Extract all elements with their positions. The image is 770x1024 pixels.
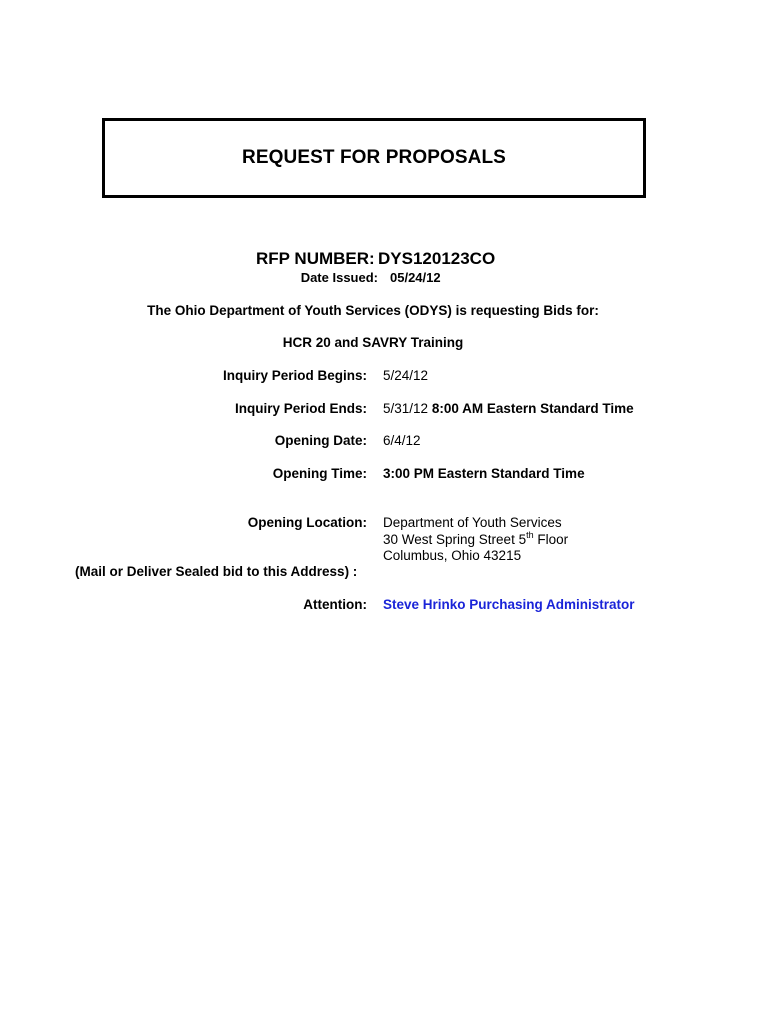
rfp-number-value: DYS120123CO <box>378 249 496 268</box>
inquiry-ends-time: 8:00 AM Eastern Standard Time <box>431 401 634 416</box>
inquiry-ends-label: Inquiry Period Ends: <box>234 401 367 416</box>
mail-note: (Mail or Deliver Sealed bid to this Address) : <box>75 564 358 579</box>
attention-label: Attention: <box>303 597 367 612</box>
inquiry-begins-label: Inquiry Period Begins: <box>222 368 367 383</box>
date-issued-value: 05/24/12 <box>390 270 441 285</box>
project-title: HCR 20 and SAVRY Training <box>282 335 464 350</box>
opening-date-label: Opening Date: <box>274 433 367 448</box>
opening-time-value: 3:00 PM Eastern Standard Time <box>383 466 585 481</box>
location-floor-suffix: th <box>526 530 534 540</box>
location-line-2 <box>383 532 568 547</box>
attention-value: Steve Hrinko Purchasing Administrator <box>383 597 635 612</box>
location-street: 30 West Spring Street 5 <box>383 532 527 547</box>
title-box <box>102 118 646 198</box>
location-line-3: Columbus, Ohio 43215 <box>383 548 522 563</box>
opening-time-label: Opening Time: <box>272 466 367 481</box>
rfp-number-label: RFP NUMBER: <box>256 249 375 268</box>
inquiry-begins-value: 5/24/12 <box>383 368 429 383</box>
location-line-1: Department of Youth Services <box>383 515 562 530</box>
inquiry-ends-date: 5/31/12 <box>383 401 429 416</box>
page-title: REQUEST FOR PROPOSALS <box>242 147 506 168</box>
date-issued-label: Date Issued: <box>300 270 378 285</box>
location-floor: Floor <box>533 532 569 547</box>
opening-date-value: 6/4/12 <box>383 433 421 448</box>
intro-text: The Ohio Department of Youth Services (ODYS) is requesting Bids for: <box>147 303 599 318</box>
inquiry-ends-value <box>383 401 634 416</box>
opening-location-label: Opening Location: <box>247 515 367 530</box>
